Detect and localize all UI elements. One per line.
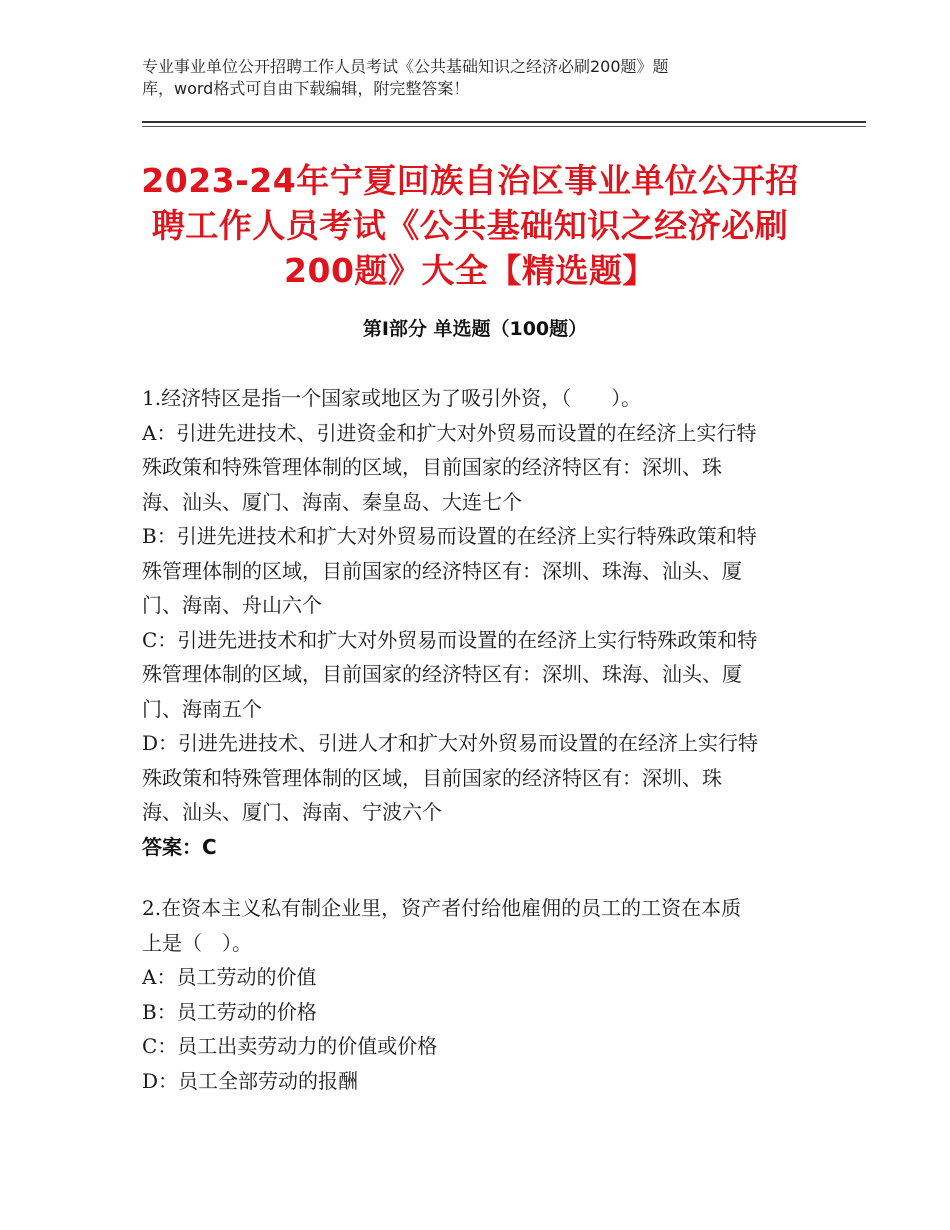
header-divider-thin xyxy=(142,126,866,127)
title-line: 200题》大全【精选题】 xyxy=(284,251,656,290)
document-title xyxy=(120,158,820,293)
option-c-cont: 门、海南五个 xyxy=(142,696,262,721)
option-d-cont: 殊政策和特殊管理体制的区域，目前国家的经济特区有：深圳、珠 xyxy=(142,765,722,790)
question-stem: 2.在资本主义私有制企业里，资产者付给他雇佣的员工的工资在本质 xyxy=(142,896,742,920)
header-note-line: 专业事业单位公开招聘工作人员考试《公共基础知识之经济必刷200题》题 xyxy=(142,57,669,76)
option-a: A：引进先进技术、引进资金和扩大对外贸易而设置的在经济上实行特 xyxy=(142,420,757,445)
option-a-cont: 殊政策和特殊管理体制的区域，目前国家的经济特区有：深圳、珠 xyxy=(142,455,722,479)
option-d-cont: 海、汕头、厦门、海南、宁波六个 xyxy=(142,800,442,824)
option-b-cont: 殊管理体制的区域，目前国家的经济特区有：深圳、珠海、汕头、厦 xyxy=(142,558,742,583)
option-b: B：员工劳动的价格 xyxy=(142,999,317,1024)
question-1 xyxy=(142,381,822,864)
answer-label: 答案：C xyxy=(142,834,217,859)
title-line: 2023-24年宁夏回族自治区事业单位公开招 xyxy=(141,161,799,200)
question-2 xyxy=(142,891,822,1098)
option-c: C：员工出卖劳动力的价值或价格 xyxy=(142,1034,438,1058)
section-title: 第Ⅰ部分 单选题（100题） xyxy=(362,318,588,340)
question-stem-cont: 上是（ ）。 xyxy=(142,930,252,955)
option-b: B：引进先进技术和扩大对外贸易而设置的在经济上实行特殊政策和特 xyxy=(142,524,757,548)
header-divider xyxy=(142,121,866,123)
option-d: D：员工全部劳动的报酬 xyxy=(142,1068,359,1093)
option-a-cont: 海、汕头、厦门、海南、秦皇岛、大连七个 xyxy=(142,489,522,514)
title-line: 聘工作人员考试《公共基础知识之经济必刷 xyxy=(151,206,789,245)
option-c: C：引进先进技术和扩大对外贸易而设置的在经济上实行特殊政策和特 xyxy=(142,627,758,652)
header-note-line: 库，word格式可自由下载编辑，附完整答案！ xyxy=(142,79,470,98)
option-d: D：引进先进技术、引进人才和扩大对外贸易而设置的在经济上实行特 xyxy=(142,731,759,755)
question-stem: 1.经济特区是指一个国家或地区为了吸引外资，（ ）。 xyxy=(142,386,642,410)
option-b-cont: 门、海南、舟山六个 xyxy=(142,593,322,617)
option-a: A：员工劳动的价值 xyxy=(142,965,317,989)
option-c-cont: 殊管理体制的区域，目前国家的经济特区有：深圳、珠海、汕头、厦 xyxy=(142,662,742,686)
header-note xyxy=(142,56,782,100)
